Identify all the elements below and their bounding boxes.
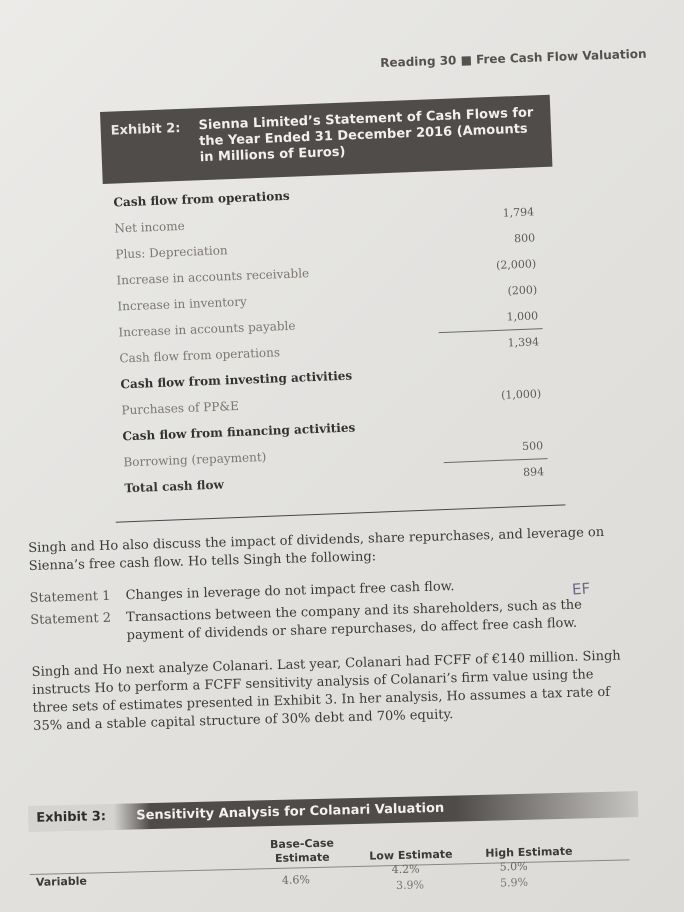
running-head: Reading 30 ■ Free Cash Flow Valuation — [380, 46, 647, 70]
exhibit-2-label: Exhibit 2: — [110, 120, 181, 139]
statement-text: Transactions between the company and its shareholders, such as the payment of dividends or share repurchases, do affect free cash flow. — [126, 597, 583, 644]
statement-text: Changes in leverage do not impact free cash flow. — [125, 579, 455, 604]
row-value: 1,394 — [507, 335, 540, 350]
row-value: (2,000) — [495, 257, 537, 272]
row-value: 1,794 — [502, 205, 535, 220]
cell-value: 4.6% — [281, 873, 310, 887]
cell-value: 5.0% — [499, 859, 528, 874]
row-value: 1,000 — [506, 309, 539, 324]
row-label: Purchases of PP&E — [121, 398, 240, 418]
cell-value: 4.2% — [391, 862, 420, 877]
row-label: Cash flow from operations — [113, 188, 290, 210]
column-header: Low Estimate — [369, 847, 453, 863]
row-value: (200) — [507, 283, 538, 298]
row-value: 894 — [522, 465, 545, 480]
row-label: Plus: Depreciation — [115, 243, 228, 262]
body-text — [28, 523, 634, 750]
exhibit-bottom-rule — [116, 504, 566, 522]
cell-value: 5.9% — [499, 875, 529, 890]
column-header: High Estimate — [485, 844, 573, 860]
statement-label: Statement 2 — [30, 610, 112, 628]
row-label: Increase in accounts receivable — [116, 266, 310, 288]
row-label: Cash flow from financing activities — [122, 420, 356, 444]
exhibit-3 — [28, 791, 640, 908]
row-value: 500 — [521, 439, 544, 454]
cash-flow-table — [103, 173, 565, 502]
paragraph: Singh and Ho next analyze Colanari. Last year, Colanari had FCFF of €140 million. Singh instructs Ho to perform a FCFF sensitivity analysis of Colanari’s firm value using the three sets of estimates presented in Exhibit 3. In her analysis, Ho assumes a tax rate of 35% and a stable capital structure of 30% debt and 70% equity. — [31, 648, 621, 734]
cell-value: 3.9% — [395, 878, 425, 893]
row-label: Net income — [114, 218, 185, 236]
exhibit-2-banner — [100, 95, 552, 184]
column-header: Base-Case Estimate — [269, 836, 335, 865]
exhibit-3-label: Exhibit 3: — [36, 809, 107, 826]
row-label: Increase in accounts payable — [118, 318, 296, 340]
exhibit-2 — [100, 95, 565, 502]
paragraph: Singh and Ho also discuss the impact of dividends, share repurchases, and leverage on Sienna’s free cash flow. Ho tells Singh the following: — [28, 524, 605, 574]
exhibit-2-title: Sienna Limited’s Statement of Cash Flows for the Year Ended 31 December 2016 (Amounts in Millions of Euros) — [198, 105, 534, 166]
row-label: Variable — [35, 874, 88, 889]
exhibit-3-title: Sensitivity Analysis for Colanari Valuation — [136, 800, 445, 824]
row-label: Increase in inventory — [117, 294, 248, 314]
row-value: (1,000) — [500, 387, 542, 402]
row-label: Cash flow from investing activities — [120, 368, 353, 392]
statement-label: Statement 1 — [29, 588, 111, 606]
row-label: Cash flow from operations — [119, 345, 281, 366]
row-label: Total cash flow — [124, 477, 225, 496]
row-label: Borrowing (repayment) — [123, 449, 267, 470]
row-value: 800 — [513, 231, 536, 246]
handwritten-note: EF — [571, 579, 591, 599]
